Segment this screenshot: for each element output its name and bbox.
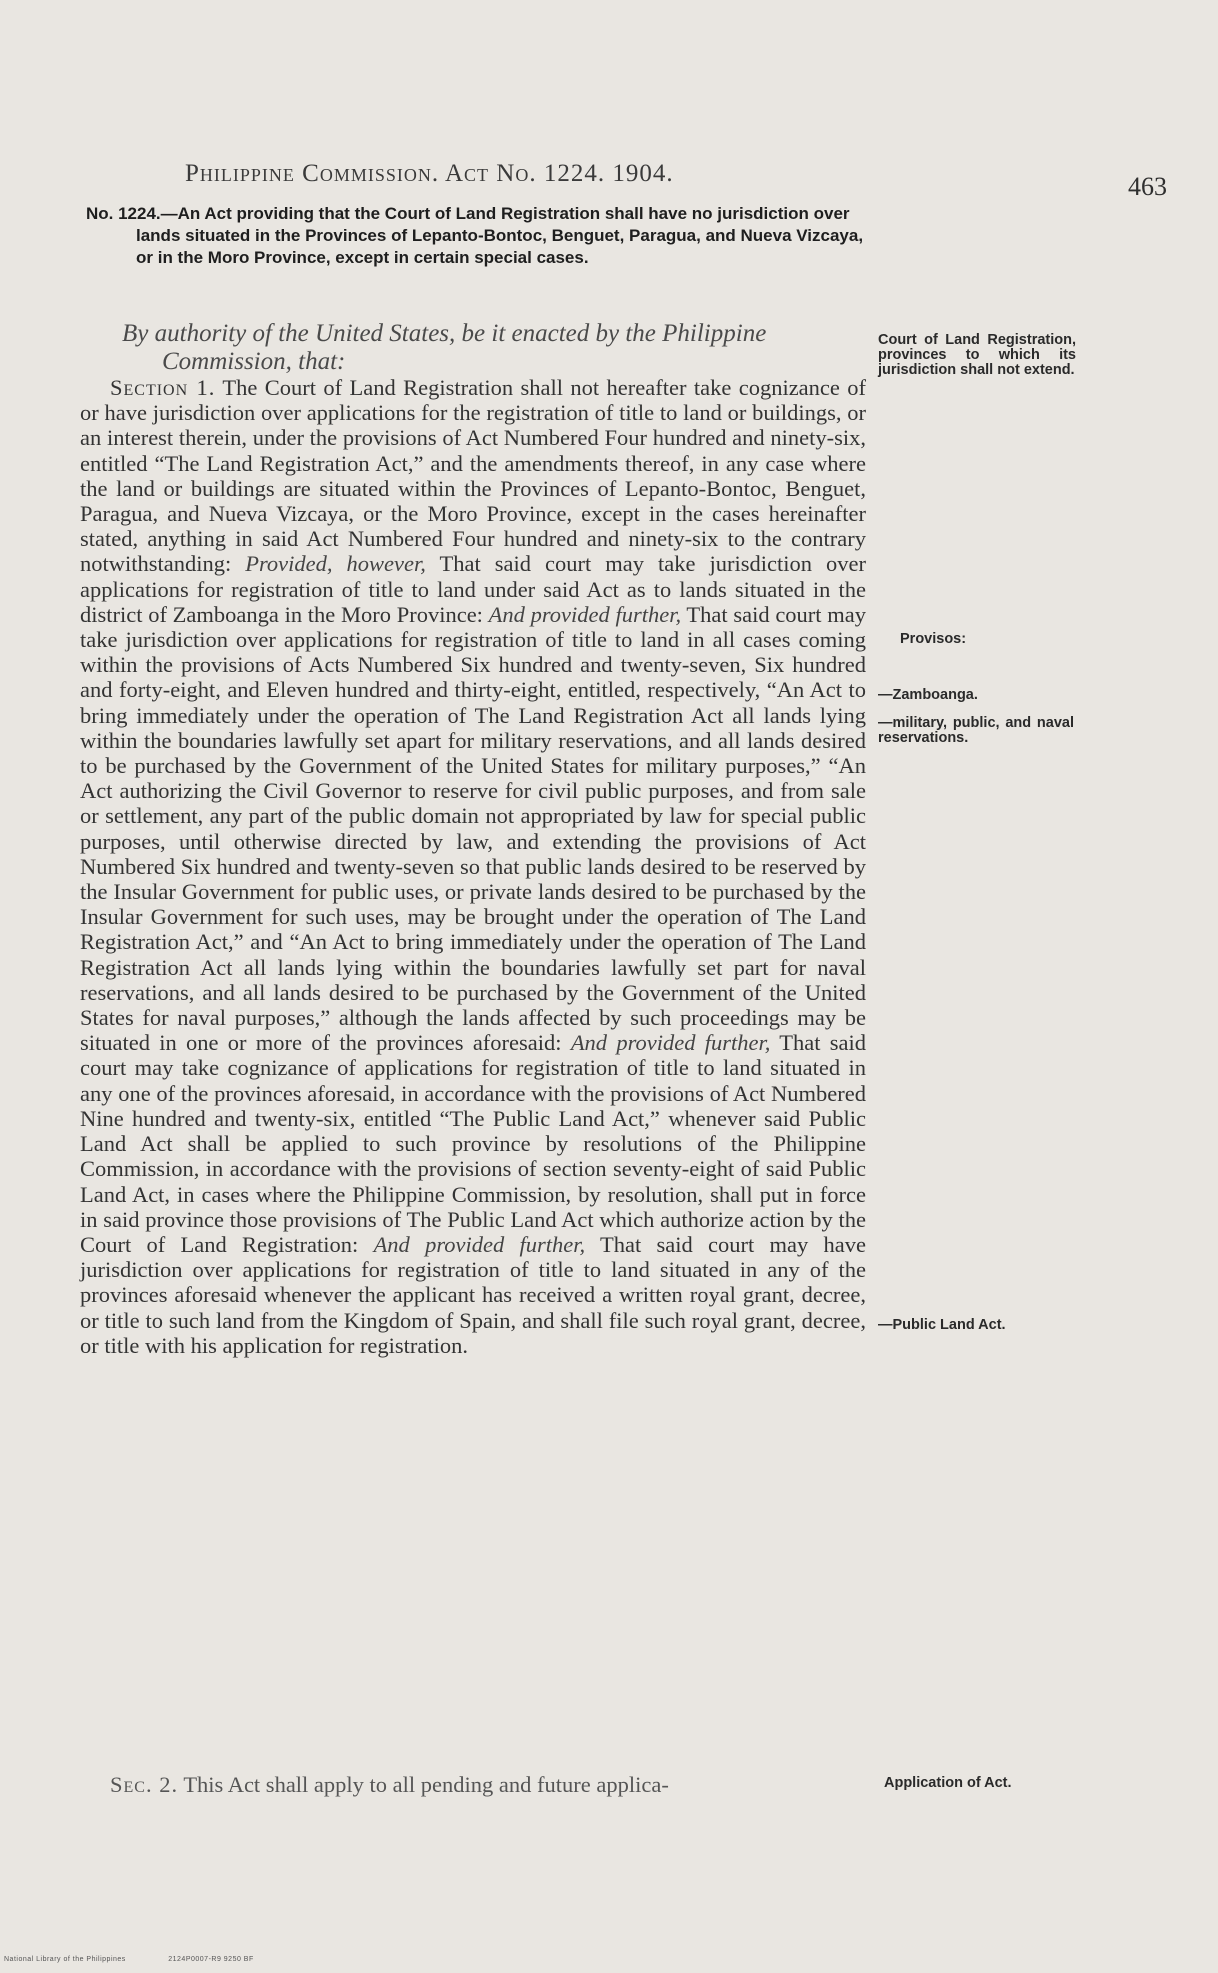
page-header — [0, 160, 1218, 200]
running-head: Philippine Commission. Act No. 1224. 1904. — [185, 160, 674, 187]
footer-source: National Library of the Philippines — [4, 1956, 126, 1963]
margin-note-zamboanga: —Zamboanga. — [878, 687, 978, 703]
proviso-4: And provided further, — [373, 1231, 586, 1257]
act-heading — [86, 203, 880, 269]
margin-note-provisos: Provisos: — [900, 631, 967, 647]
margin-note-public-land-act: —Public Land Act. — [878, 1317, 1006, 1333]
act-heading-text: —An Act providing that the Court of Land Registration shall have no jurisdiction over lands situated in the Provinces of Lepanto-Bontoc, Benguet, Paragua, and Nueva Vizcaya, or in the Moro Province, except in certain special cases. — [136, 204, 864, 267]
scan-footer — [4, 1956, 294, 1963]
margin-note-jurisdiction: Court of Land Registration, provinces to which its jurisdiction shall not extend. — [878, 332, 1076, 378]
section-1-part-1: The Court of Land Registration shall not hereafter take cognizance of or have jurisdiction over applications for the registration of title to land or buildings, or an interest therein, under the provisions of Act Numbered Four hundred and ninety-six, entitled “The Land Registration Act,” and the amendments thereof, in any case where the land or buildings are situated within the Provinces of Lepanto-Bontoc, Benguet, Paragua, and Nueva Vizcaya, or the Moro Province, except in the cases hereinafter stated, anything in said Act Numbered Four hundred and ninety-six to the contrary notwithstanding: — [80, 375, 867, 577]
proviso-2: And provided further, — [488, 601, 682, 627]
section-1-paragraph — [80, 375, 866, 1358]
section-2-text: This Act shall apply to all pending and future applica- — [183, 1772, 669, 1797]
section-2-label: Sec. 2. — [110, 1772, 179, 1797]
section-2-paragraph — [80, 1772, 866, 1797]
section-1-part-5: That said court may have jurisdiction over applications for registration of title to land situated in any of the provinces aforesaid whenever the applicant has received a written royal grant, decree, or title to such land from the Kingdom of Spain, and shall file such royal grant, decree, or title with his application for registration. — [80, 1231, 867, 1358]
enacting-line-1: By authority of the United States, be it enacted by the Philippine — [122, 320, 767, 347]
proviso-1: Provided, however, — [245, 551, 426, 577]
section-1-label: Section 1. — [110, 375, 216, 400]
enacting-line-2: Commission, that: — [162, 348, 346, 375]
act-number: No. 1224. — [86, 204, 161, 223]
proviso-3: And provided further, — [570, 1030, 771, 1056]
section-1-part-4: That said court may take cognizance of applications for registration of title to land situated in any one of the provinces aforesaid, in accordance with the provisions of Act Numbered Nine hundred and twenty-six, entitled “The Public Land Act,” whenever said Public Land Act shall be applied to such province by resolutions of the Philippine Commission, in accordance with the provisions of section seventy-eight of said Public Land Act, in cases where the Philippine Commission, by resolution, shall put in force in said province those provisions of The Public Land Act which authorize action by the Court of Land Registration: — [80, 1030, 867, 1257]
section-1-part-2: That said court may take jurisdiction over applications for registration of title to land under said Act as to lands situated in the district of Zamboanga in the Moro Province: — [80, 551, 866, 627]
footer-code: 2124P0007-R9 9250 BF — [168, 1956, 254, 1963]
page-number: 463 — [1128, 172, 1167, 201]
section-1-part-3: That said court may take jurisdiction over applications for registration of title to land in all cases coming within the provisions of Acts Numbered Six hundred and twenty-seven, Six hundred and forty-eight, and Eleven hundred and thirty-eight, entitled, respectively, “An Act to bring immediately under the operation of The Land Registration Act all lands lying within the boundaries lawfully set apart for military reservations, and all lands desired to be purchased by the Government of the United States for military purposes,” “An Act authorizing the Civil Governor to reserve for civil public purposes, and from sale or settlement, any part of the public domain not appropriated by law for special public purposes, until otherwise directed by law, and extending the provisions of Act Numbered Six hundred and twenty-seven so that public lands desired to be reserved by the Insular Government for public uses, or private lands desired to be purchased by the Insular Government for such uses, may be brought under the operation of The Land Registration Act,” and “An Act to bring immediately under the operation of The Land Registration Act all lands lying within the boundaries lawfully set part for naval reservations, and all lands desired to be purchased by the Government of the United States for naval purposes,” although the lands affected by such proceedings may be situated in one or more of the provinces aforesaid: — [80, 601, 867, 1056]
enacting-clause — [122, 320, 872, 376]
margin-note-application: Application of Act. — [884, 1775, 1012, 1791]
margin-note-reservations: —military, public, and naval reservations. — [878, 715, 1074, 746]
